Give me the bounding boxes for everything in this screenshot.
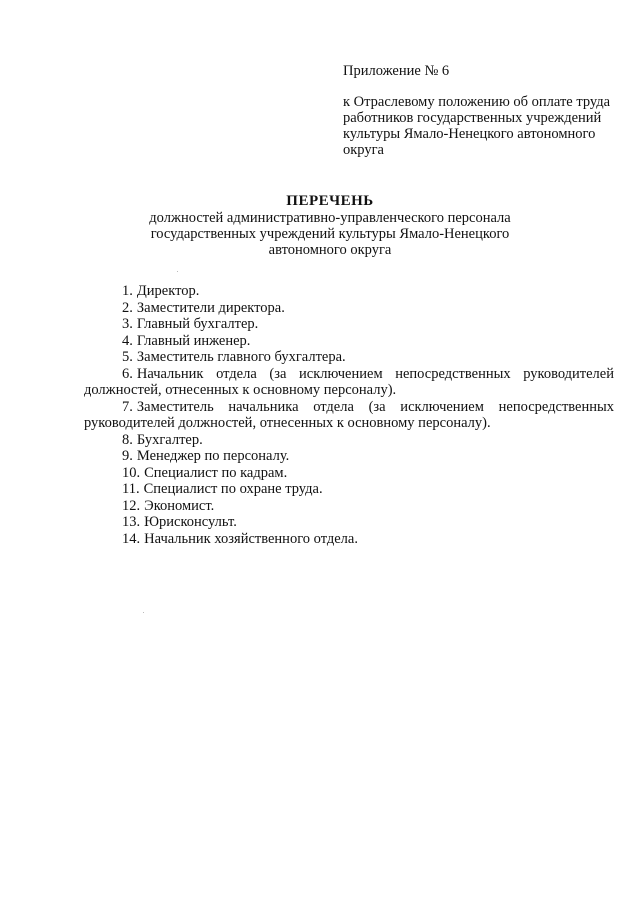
item-text: Начальник хозяйственного отдела. xyxy=(144,530,358,547)
list-item xyxy=(84,465,614,482)
list-item xyxy=(84,514,614,531)
list-item xyxy=(84,531,614,548)
document-title: ПЕРЕЧЕНЬ xyxy=(286,193,374,209)
list-item xyxy=(84,432,614,449)
item-number: 4. xyxy=(122,332,133,349)
item-number: 10. xyxy=(122,464,141,481)
appendix-header xyxy=(343,63,623,158)
item-text: Специалист по кадрам. xyxy=(144,464,288,481)
item-text: Специалист по охране труда. xyxy=(143,481,323,497)
list-item xyxy=(84,349,614,366)
scan-speck xyxy=(177,271,178,272)
positions-list xyxy=(84,283,614,547)
item-number: 5. xyxy=(122,349,133,365)
item-number: 11. xyxy=(122,481,140,497)
item-number: 12. xyxy=(122,497,141,514)
item-number: 9. xyxy=(122,448,133,464)
item-number: 14. xyxy=(122,530,141,547)
item-number: 3. xyxy=(122,316,133,332)
item-number: 2. xyxy=(122,299,133,316)
document-subtitle: должностей административно-управленческого персонала государственных учреждений культуры Ямало-Ненецкого автономного округа xyxy=(149,210,511,258)
item-text: Менеджер по персоналу. xyxy=(136,448,290,464)
item-text: Бухгалтер. xyxy=(136,431,203,448)
item-number: 6. xyxy=(122,365,133,382)
document-heading xyxy=(120,193,540,258)
list-item xyxy=(84,448,614,465)
list-item xyxy=(84,300,614,317)
appendix-number: Приложение № 6 xyxy=(343,63,450,79)
item-number: 13. xyxy=(122,514,141,530)
item-text: Юрисконсульт. xyxy=(144,514,237,530)
item-number: 1. xyxy=(122,283,133,299)
item-text: Заместитель главного бухгалтера. xyxy=(136,349,346,365)
item-text: Начальник отдела (за исключением непосредственных руководителей должностей, отнесенных к основному персоналу). xyxy=(84,365,614,398)
list-item xyxy=(84,481,614,498)
list-item xyxy=(84,498,614,515)
scan-speck xyxy=(143,612,144,613)
list-item xyxy=(84,316,614,333)
item-text: Главный инженер. xyxy=(136,332,251,349)
appendix-description: к Отраслевому положению об оплате труда работников государственных учреждений культуры Ямало-Ненецкого автономного округа xyxy=(343,94,611,158)
item-text: Директор. xyxy=(136,283,200,299)
list-item xyxy=(84,399,614,432)
item-text: Заместитель начальника отдела (за исключением непосредственных руководителей должностей, отнесенных к основному персоналу). xyxy=(84,398,614,431)
item-number: 7. xyxy=(122,398,133,415)
item-text: Заместители директора. xyxy=(136,299,285,316)
item-number: 8. xyxy=(122,431,133,448)
item-text: Главный бухгалтер. xyxy=(136,316,259,332)
list-item xyxy=(84,366,614,399)
list-item xyxy=(84,333,614,350)
item-text: Экономист. xyxy=(144,497,215,514)
list-item xyxy=(84,283,614,300)
